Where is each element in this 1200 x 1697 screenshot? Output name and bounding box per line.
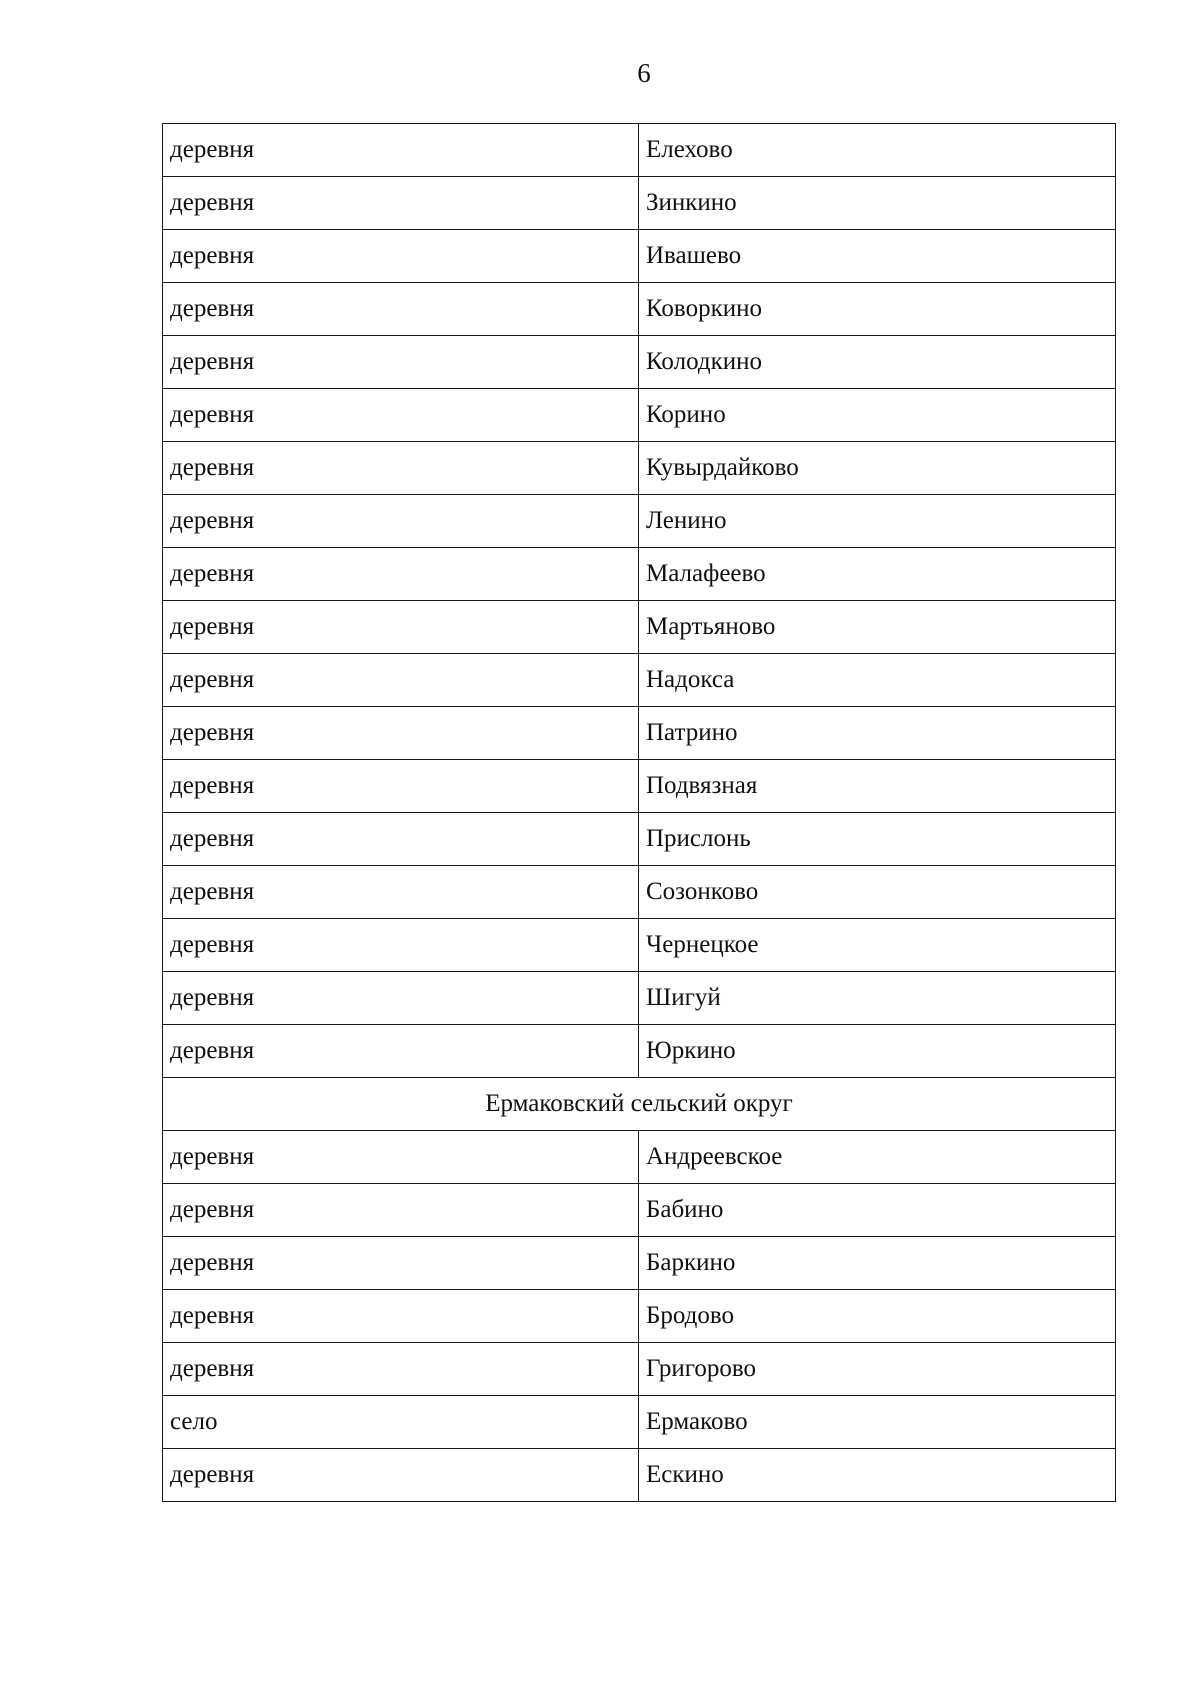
settlement-type-cell: деревня [163,124,639,177]
settlement-name-cell: Бродово [639,1290,1116,1343]
settlement-name-cell: Кувырдайково [639,442,1116,495]
settlement-type-cell: деревня [163,442,639,495]
settlement-type-cell: деревня [163,1237,639,1290]
settlement-name-cell: Созонково [639,866,1116,919]
settlement-type-cell: деревня [163,389,639,442]
settlement-name-cell: Чернецкое [639,919,1116,972]
settlement-name-cell: Ленино [639,495,1116,548]
settlement-name-cell: Шигуй [639,972,1116,1025]
settlement-type-cell: деревня [163,495,639,548]
settlement-type-cell: деревня [163,1025,639,1078]
settlement-type-cell: деревня [163,601,639,654]
table-row [163,813,1116,866]
table-row [163,1131,1116,1184]
settlement-type-cell: деревня [163,283,639,336]
settlement-name-cell: Ермаково [639,1396,1116,1449]
settlement-name-cell: Юркино [639,1025,1116,1078]
table-row [163,283,1116,336]
settlement-name-cell: Прислонь [639,813,1116,866]
table-row [163,866,1116,919]
table-row [163,654,1116,707]
table-row [163,124,1116,177]
table-row [163,1449,1116,1502]
section-header-row [163,1078,1116,1131]
settlement-name-cell: Надокса [639,654,1116,707]
settlement-type-cell: деревня [163,177,639,230]
settlement-type-cell: деревня [163,548,639,601]
settlement-name-cell: Колодкино [639,336,1116,389]
settlement-type-cell: деревня [163,230,639,283]
settlement-type-cell: деревня [163,972,639,1025]
table-row [163,442,1116,495]
table-row [163,601,1116,654]
settlements-table-body [163,124,1116,1502]
settlement-type-cell: деревня [163,707,639,760]
settlement-type-cell: деревня [163,1343,639,1396]
table-row [163,177,1116,230]
table-row [163,1290,1116,1343]
table-row [163,389,1116,442]
settlement-type-cell: деревня [163,654,639,707]
table-row [163,760,1116,813]
settlement-type-cell: деревня [163,1131,639,1184]
settlement-type-cell: деревня [163,866,639,919]
table-row [163,1343,1116,1396]
settlement-type-cell: деревня [163,1290,639,1343]
table-row [163,336,1116,389]
table-row [163,707,1116,760]
settlement-name-cell: Андреевское [639,1131,1116,1184]
settlement-name-cell: Мартьяново [639,601,1116,654]
settlement-type-cell: деревня [163,919,639,972]
settlement-type-cell: деревня [163,760,639,813]
table-row [163,1237,1116,1290]
table-row [163,1184,1116,1237]
settlements-table [162,123,1116,1502]
table-row [163,548,1116,601]
settlement-name-cell: Григорово [639,1343,1116,1396]
table-row [163,919,1116,972]
settlement-name-cell: Елехово [639,124,1116,177]
settlement-name-cell: Бабино [639,1184,1116,1237]
section-title: Ермаковский сельский округ [163,1078,1116,1131]
settlement-type-cell: село [163,1396,639,1449]
page-number: 6 [637,58,651,88]
table-row [163,230,1116,283]
settlement-name-cell: Ивашево [639,230,1116,283]
settlement-type-cell: деревня [163,336,639,389]
settlement-type-cell: деревня [163,813,639,866]
settlement-name-cell: Подвязная [639,760,1116,813]
settlement-name-cell: Ескино [639,1449,1116,1502]
table-row [163,1396,1116,1449]
table-row [163,1025,1116,1078]
settlement-name-cell: Баркино [639,1237,1116,1290]
settlement-type-cell: деревня [163,1184,639,1237]
table-row [163,972,1116,1025]
settlement-type-cell: деревня [163,1449,639,1502]
settlement-name-cell: Патрино [639,707,1116,760]
table-row [163,495,1116,548]
settlement-name-cell: Корино [639,389,1116,442]
settlement-name-cell: Коворкино [639,283,1116,336]
settlement-name-cell: Малафеево [639,548,1116,601]
settlement-name-cell: Зинкино [639,177,1116,230]
